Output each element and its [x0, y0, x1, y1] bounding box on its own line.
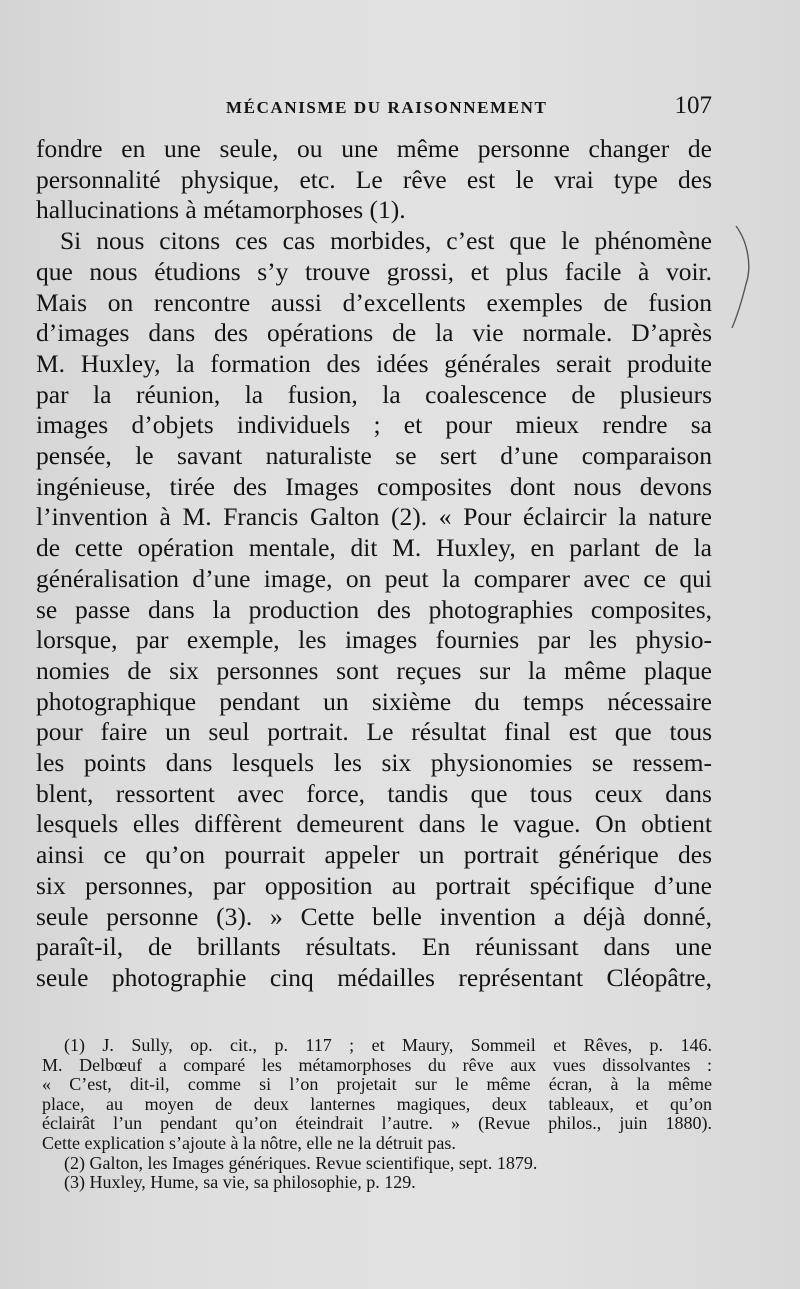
body-text: [36, 134, 712, 994]
body-line: hallucinations à métamorphoses (1).: [36, 195, 406, 225]
body-line: paraît-il, de brillants résultats. En réunissant dans une: [36, 932, 712, 962]
footnote-line: M. Delbœuf a comparé les métamorphoses du rêve aux vues dissolvantes :: [42, 1054, 712, 1075]
body-line: photographique pendant un sixième du temps nécessaire: [36, 686, 712, 716]
footnote-line: (3) Huxley, Hume, sa vie, sa philosophie, p. 129.: [64, 1172, 416, 1193]
body-line: par la réunion, la fusion, la coalescence de plusieurs: [36, 379, 712, 409]
footnote-line: (2) Galton, les Images génériques. Revue scientifique, sept. 1879.: [64, 1152, 538, 1173]
page-number: 107: [674, 92, 712, 119]
body-line: seule photographie cinq médailles représentant Cléopâtre,: [36, 962, 712, 992]
footnote-line: Cette explication s’ajoute à la nôtre, elle ne la détruit pas.: [42, 1132, 456, 1153]
page-header: [36, 92, 712, 122]
body-line: lorsque, par exemple, les images fournies par les physio-: [36, 625, 712, 655]
body-line: fondre en une seule, ou une même personne changer de: [36, 134, 712, 163]
body-line: seule personne (3). » Cette belle invention a déjà donné,: [36, 901, 712, 931]
body-line: se passe dans la production des photographies composites,: [36, 594, 712, 624]
running-title: MÉCANISME DU RAISONNEMENT: [226, 98, 548, 117]
footnote-line: place, au moyen de deux lanternes magiques, deux tableaux, et qu’on: [42, 1093, 712, 1114]
body-line: Mais on rencontre aussi d’excellents exemples de fusion: [36, 287, 712, 317]
body-line: six personnes, par opposition au portrait spécifique d’une: [36, 870, 712, 900]
body-line: pour faire un seul portrait. Le résultat final est que tous: [36, 717, 712, 747]
body-line: généralisation d’une image, on peut la comparer avec ce qui: [36, 563, 712, 593]
body-line: d’images dans des opérations de la vie normale. D’après: [36, 318, 712, 348]
body-line: Si nous citons ces cas morbides, c’est que le phénomène: [60, 226, 712, 256]
body-line: l’invention à M. Francis Galton (2). « Pour éclaircir la nature: [36, 502, 712, 532]
body-line: pensée, le savant naturaliste se sert d’une comparaison: [36, 441, 712, 471]
body-line: nomies de six personnes sont reçues sur la même plaque: [36, 655, 712, 685]
footnote-line: « C’est, dit-il, comme si l’on projetait sur le même écran, à la même: [42, 1074, 712, 1095]
body-line: lesquels elles diffèrent demeurent dans le vague. On obtient: [36, 809, 712, 839]
footnote-line: éclairât l’un pendant qu’on éteindrait l’autre. » (Revue philos., juin 1880).: [42, 1113, 712, 1134]
body-line: ingénieuse, tirée des Images composites dont nous devons: [36, 471, 712, 501]
body-line: que nous étudions s’y trouve grossi, et plus facile à voir.: [36, 256, 712, 286]
body-line: de cette opération mentale, dit M. Huxley, en parlant de la: [36, 533, 712, 563]
body-line: images d’objets individuels ; et pour mieux rendre sa: [36, 410, 712, 440]
body-line: ainsi ce qu’on pourrait appeler un portrait générique des: [36, 840, 712, 870]
body-line: personnalité physique, etc. Le rêve est le vrai type des: [36, 164, 712, 194]
body-line: blent, ressortent avec force, tandis que tous ceux dans: [36, 778, 712, 808]
footnotes: [42, 1036, 712, 1193]
body-line: les points dans lesquels les six physionomies se ressem-: [36, 748, 712, 778]
footnote-line: (1) J. Sully, op. cit., p. 117 ; et Maury, Sommeil et Rêves, p. 146.: [64, 1035, 712, 1055]
margin-pencil-mark: [728, 222, 758, 332]
body-line: M. Huxley, la formation des idées générales serait produite: [36, 348, 712, 378]
